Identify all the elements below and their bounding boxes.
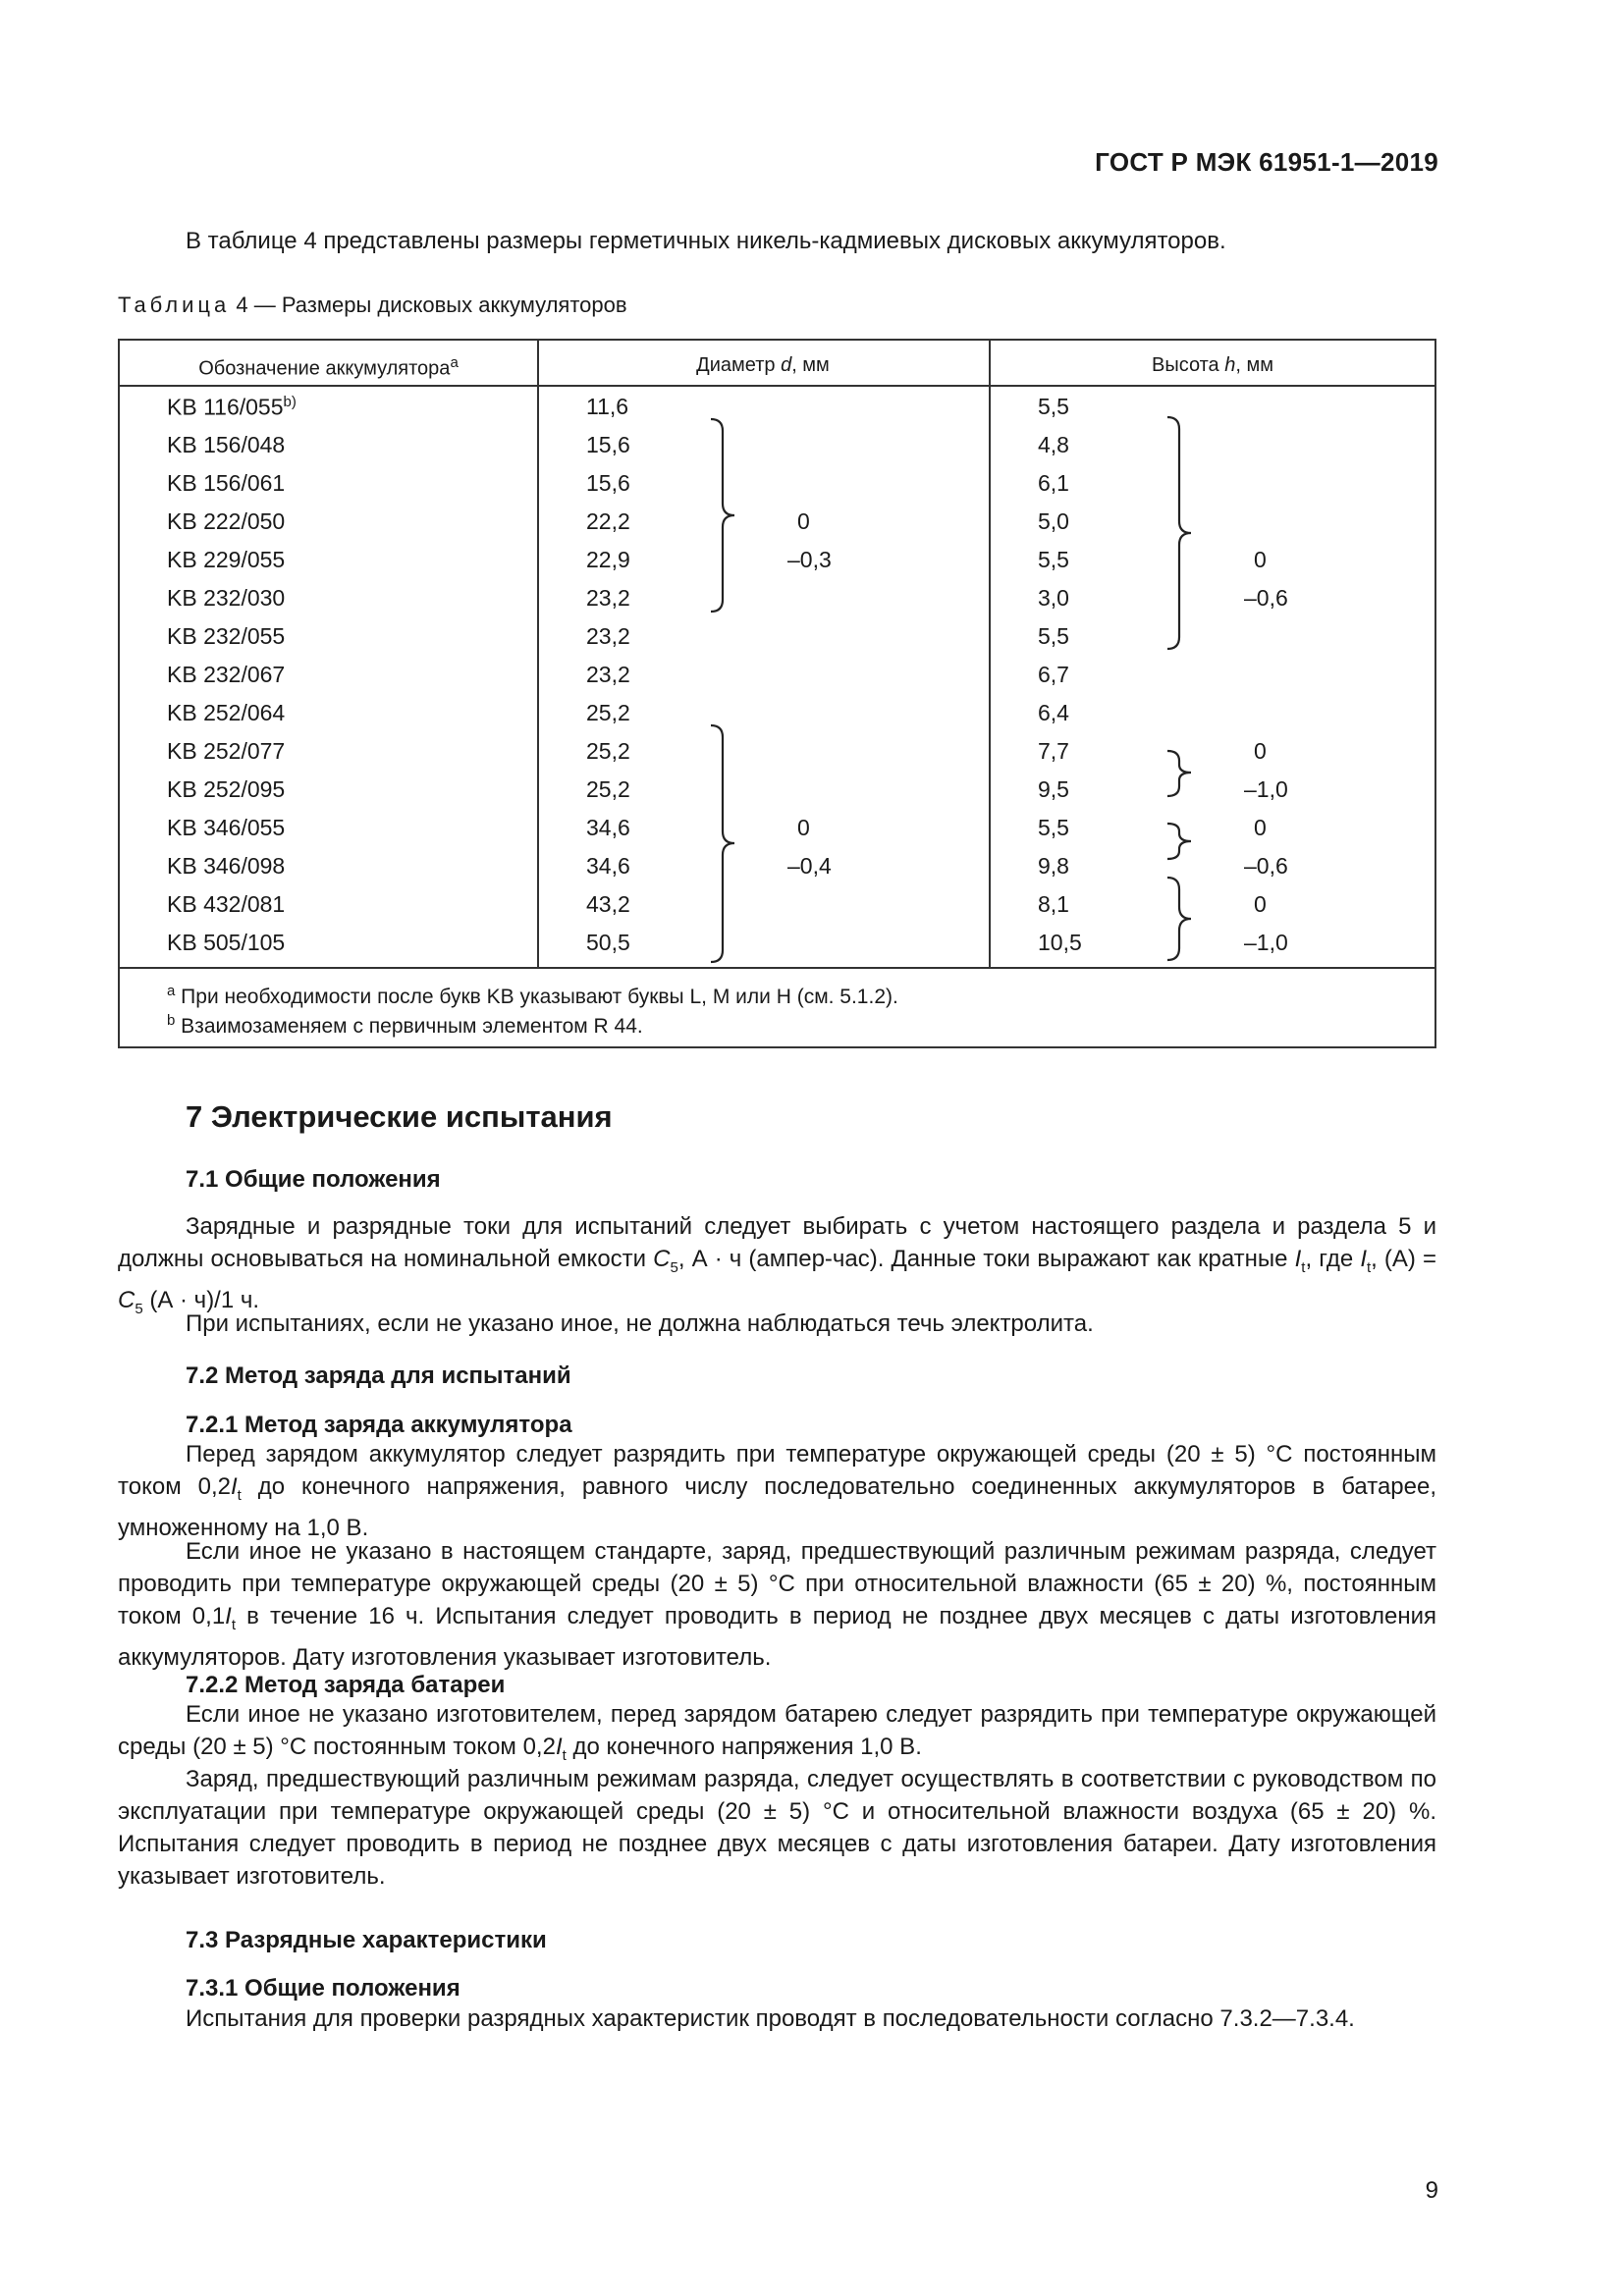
- header-divider: [120, 385, 1435, 387]
- table-row: KB 156/061: [167, 470, 286, 496]
- table-row: KB 346/098: [167, 853, 286, 879]
- diameter-value: 11,6: [586, 394, 629, 419]
- height-value: 8,1: [1038, 891, 1069, 917]
- height-value: 5,5: [1038, 623, 1069, 649]
- diameter-value: 25,2: [586, 738, 630, 764]
- paragraph: Испытания для проверки разрядных характеристик проводят в последовательности согласно 7.3.2—7.3.4.: [186, 2005, 1355, 2032]
- table-row: KB 432/081: [167, 891, 286, 917]
- height-value: 6,7: [1038, 662, 1069, 687]
- table-row: KB 232/055: [167, 623, 286, 649]
- dimensions-table: [118, 339, 1436, 1048]
- diameter-value: 34,6: [586, 853, 630, 879]
- table-row: KB 222/050: [167, 508, 286, 534]
- height-value: 5,5: [1038, 394, 1069, 419]
- caption-word: Таблица: [118, 293, 231, 317]
- caption-text: 4 — Размеры дисковых аккумуляторов: [230, 293, 627, 317]
- height-tolerance-upper: –0,6: [1244, 853, 1288, 879]
- diameter-value: 34,6: [586, 815, 630, 840]
- table-row: KB 505/105: [167, 930, 286, 955]
- height-tolerance-lower: 0: [1254, 891, 1267, 917]
- height-value: 5,0: [1038, 508, 1069, 534]
- table-note: $^b$ Взаимозаменяем с первичным элементом R 44.: [167, 1012, 643, 1038]
- height-value: 4,8: [1038, 432, 1069, 457]
- diameter-value: 23,2: [586, 662, 630, 687]
- table-row: KB 252/064: [167, 700, 286, 725]
- paragraph: Перед зарядом аккумулятор следует разрядить при температуре окружающей среды (20 ± 5) °С постоянным током $0,2I_t$ до конечного напряжения, равного числу последовательно соединенных аккумуляторов в батарее, умноженному на 1,0 В.: [118, 1441, 1436, 1541]
- section-7-3-1-title: 7.3.1 Общие положения: [186, 1975, 460, 2002]
- page-number: 9: [1425, 2177, 1438, 2204]
- brace-height-group-4: [1165, 876, 1195, 964]
- diameter-value: 23,2: [586, 585, 630, 611]
- table-row: KB 232/067: [167, 662, 286, 687]
- diameter-value: 15,6: [586, 432, 630, 457]
- height-tolerance-upper: 0: [1254, 738, 1267, 764]
- table-row: KB 116/055$^{b)}$: [167, 394, 297, 420]
- paragraph: Заряд, предшествующий различным режимам разряда, следует осуществлять в соответствии с руководством по эксплуатации при температуре окружающей среды (20 ± 5) °С и относительной влажности воздуха (65 ± 20) %. Испытания следует проводить в период не позднее двух месяцев с даты изготовления батареи. Дату изготовления указывает изготовитель.: [118, 1766, 1436, 1890]
- table-row: KB 252/095: [167, 776, 286, 802]
- diameter-tolerance-lower: –0,3: [787, 547, 832, 572]
- table-row: KB 156/048: [167, 432, 286, 457]
- diameter-value: 25,2: [586, 700, 630, 725]
- height-tolerance-extra: –1,0: [1244, 930, 1288, 955]
- section-7-title: 7 Электрические испытания: [186, 1099, 613, 1134]
- paragraph: Зарядные и разрядные токи для испытаний следует выбирать с учетом настоящего раздела и раздела 5 и должны основываться на номинальной емкости $C_5$, А · ч (ампер-час). Данные токи выражают как кратные $I_t$, где $I_t$, $(А) = C_5$ (А · ч)/1 ч.: [118, 1213, 1437, 1317]
- height-value: 3,0: [1038, 585, 1069, 611]
- height-value: 7,7: [1038, 738, 1069, 764]
- diameter-tolerance-lower: –0,4: [787, 853, 832, 879]
- column-divider: [989, 341, 991, 967]
- height-tolerance-lower: –1,0: [1244, 776, 1288, 802]
- header-designation: Обозначение аккумулятора$^a$: [198, 354, 459, 380]
- height-tolerance-single: 0: [1254, 815, 1267, 840]
- height-tolerance-upper: 0: [1254, 547, 1267, 572]
- diameter-value: 43,2: [586, 891, 630, 917]
- table-row: KB 346/055: [167, 815, 286, 840]
- intro-paragraph: В таблице 4 представлены размеры герметичных никель-кадмиевых дисковых аккумуляторов.: [186, 228, 1226, 254]
- height-tolerance-lower: –0,6: [1244, 585, 1288, 611]
- brace-diameter-group-2: [709, 723, 738, 964]
- table-note: $^a$ При необходимости после букв KB указывают буквы L, M или H (см. 5.1.2).: [167, 983, 898, 1008]
- brace-height-group-2: [1165, 749, 1195, 798]
- brace-height-group-3: [1165, 822, 1195, 861]
- height-value: 6,4: [1038, 700, 1069, 725]
- header-diameter: Диаметр d, мм: [696, 354, 830, 376]
- brace-diameter-group-1: [709, 417, 738, 614]
- paragraph: Если иное не указано изготовителем, перед зарядом батарею следует разрядить при температуре окружающей среды (20 ± 5) °С постоянным током $0,2I_t$ до конечного напряжения 1,0 В.: [118, 1701, 1436, 1764]
- height-value: 5,5: [1038, 815, 1069, 840]
- diameter-value: 15,6: [586, 470, 630, 496]
- diameter-tolerance-upper: 0: [797, 508, 810, 534]
- height-value: 6,1: [1038, 470, 1069, 496]
- brace-height-group-1: [1165, 415, 1195, 651]
- diameter-value: 25,2: [586, 776, 630, 802]
- column-divider: [537, 341, 539, 967]
- section-7-1-title: 7.1 Общие положения: [186, 1166, 441, 1193]
- diameter-value: 23,2: [586, 623, 630, 649]
- section-7-2-2-title: 7.2.2 Метод заряда батареи: [186, 1672, 506, 1698]
- diameter-value: 22,9: [586, 547, 630, 572]
- height-value: 9,8: [1038, 853, 1069, 879]
- document-header: ГОСТ Р МЭК 61951-1—2019: [1095, 147, 1438, 177]
- section-7-3-title: 7.3 Разрядные характеристики: [186, 1927, 547, 1953]
- section-7-2-1-title: 7.2.1 Метод заряда аккумулятора: [186, 1412, 572, 1438]
- table-caption: [118, 293, 627, 318]
- height-value: 5,5: [1038, 547, 1069, 572]
- section-7-2-title: 7.2 Метод заряда для испытаний: [186, 1362, 571, 1389]
- table-row: KB 229/055: [167, 547, 286, 572]
- diameter-tolerance-upper: 0: [797, 815, 810, 840]
- table-row: KB 252/077: [167, 738, 286, 764]
- diameter-value: 50,5: [586, 930, 630, 955]
- height-value: 9,5: [1038, 776, 1069, 802]
- notes-divider: [120, 967, 1435, 969]
- paragraph: При испытаниях, если не указано иное, не должна наблюдаться течь электролита.: [186, 1310, 1094, 1337]
- height-value: 10,5: [1038, 930, 1082, 955]
- diameter-value: 22,2: [586, 508, 630, 534]
- paragraph: Если иное не указано в настоящем стандарте, заряд, предшествующий различным режимам разряда, следует проводить при температуре окружающей среды (20 ± 5) °С при относительной влажности (65 ± 20) %, постоянным током $0,1I_t$ в течение 16 ч. Испытания следует проводить в период не позднее двух месяцев с даты изготовления аккумуляторов. Дату изготовления указывает изготовитель.: [118, 1538, 1437, 1671]
- header-height: Высота h, мм: [1152, 354, 1273, 376]
- table-row: KB 232/030: [167, 585, 286, 611]
